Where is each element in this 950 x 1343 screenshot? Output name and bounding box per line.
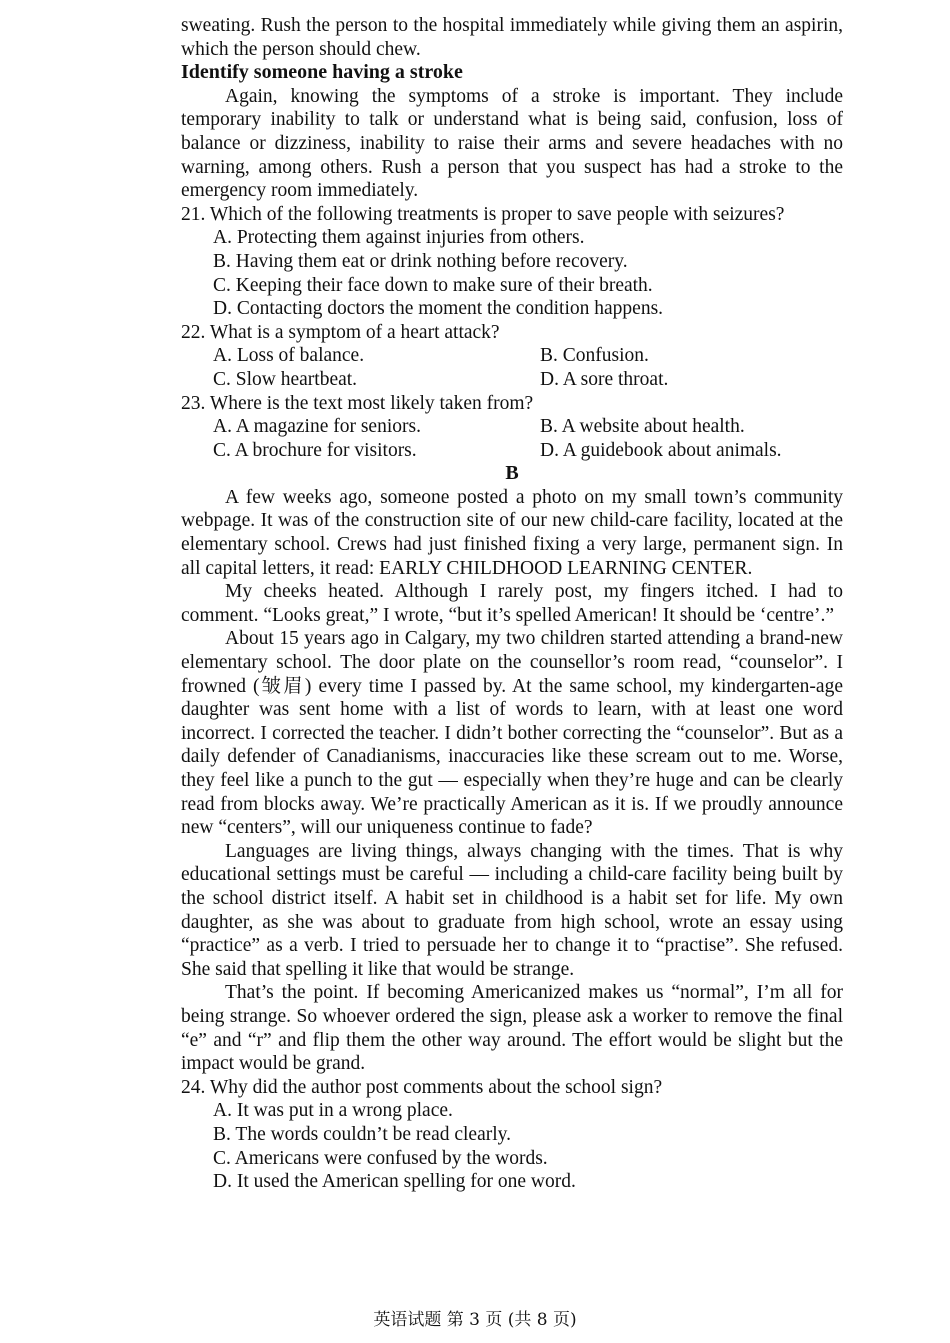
page-content <box>181 14 843 1194</box>
option-b[interactable]: B. The words couldn’t be read clearly. <box>213 1123 512 1145</box>
passage-b-paragraph: That’s the point. If becoming Americanized makes us “normal”, I’m all for being strange. So whoever ordered the sign, please ask a worker to remove the final “e” and “r” and flip them the other way around. The effort would be slight but the impact would be grand. <box>181 982 843 1075</box>
passage-b-paragraph: My cheeks heated. Although I rarely post, my fingers itched. I had to comment. “Looks great,” I wrote, “but it’s spelled American! It should be ‘centre’.” <box>181 581 843 626</box>
option-d[interactable]: D. A sore throat. <box>540 368 669 390</box>
page-footer: 英语试题 第 3 页 (共 8 页) <box>373 1310 577 1330</box>
options-list <box>181 226 843 320</box>
option-a[interactable]: A. A magazine for seniors. <box>213 416 421 438</box>
option-d[interactable]: D. Contacting doctors the moment the condition happens. <box>213 298 664 320</box>
question-stem: 24. Why did the author post comments about the school sign? <box>181 1076 663 1098</box>
question-21 <box>181 203 843 321</box>
option-b[interactable]: B. Confusion. <box>540 345 649 367</box>
passage-b-paragraph: Languages are living things, always changing with the times. That is why educational settings must be careful — including a child-care facility being built by the school district itself. A habit set in childhood is a habit set for life. My own daughter, as she was about to graduate from high school, wrote an essay using “practice” as a verb. I tried to persuade her to change it to “practise”. She refused. She said that spelling it like that would be strange. <box>181 840 843 980</box>
passage-b-paragraph: A few weeks ago, someone posted a photo on my small town’s community webpage. It was of the construction site of our new child-care facility, located at the elementary school. Crews had just finished fixing a very large, permanent sign. In all capital letters, it read: EARLY CHILDHOOD LEARNING CENTER. <box>181 486 843 579</box>
option-a[interactable]: A. Loss of balance. <box>213 345 365 367</box>
question-stem: 21. Which of the following treatments is proper to save people with seizures? <box>181 203 785 225</box>
option-b[interactable]: B. Having them eat or drink nothing before recovery. <box>213 250 628 272</box>
option-c[interactable]: C. A brochure for visitors. <box>213 439 417 461</box>
question-24 <box>181 1076 843 1194</box>
passage-b-paragraph: About 15 years ago in Calgary, my two children started attending a brand-new elementary school. The door plate on the counsellor’s room read, “counselor”. I frowned (皱眉) every time I passed by. At the same school, my kindergarten-age daughter was sent home with a list of words to learn, with at least one word incorrect. I corrected the teacher. I didn’t bother correcting the “counselor”. But as a daily defender of Canadianisms, inaccuracies like these scream out to me. Worse, they feel like a punch to the gut — especially when they’re huge and can be clearly read from blocks away. We’re practically American as it is. If we proudly announce new “centers”, will our uniqueness continue to fade? <box>181 628 843 839</box>
option-c[interactable]: C. Keeping their face down to make sure of their breath. <box>213 274 653 296</box>
option-c[interactable]: C. Americans were confused by the words. <box>213 1147 548 1169</box>
options-list <box>181 1099 843 1193</box>
question-stem: 23. Where is the text most likely taken from? <box>181 392 534 414</box>
options-grid <box>181 415 843 462</box>
options-grid <box>181 344 843 391</box>
option-d[interactable]: D. A guidebook about animals. <box>540 439 782 461</box>
option-a[interactable]: A. It was put in a wrong place. <box>213 1100 453 1122</box>
option-c[interactable]: C. Slow heartbeat. <box>213 368 358 390</box>
section-label-b: B <box>505 462 519 485</box>
question-22 <box>181 321 843 392</box>
option-b[interactable]: B. A website about health. <box>540 416 745 438</box>
passage-a-closing-paragraph: sweating. Rush the person to the hospital immediately while giving them an aspirin, which the person should chew. <box>181 15 843 60</box>
question-stem: 22. What is a symptom of a heart attack? <box>181 321 500 343</box>
option-d[interactable]: D. It used the American spelling for one word. <box>213 1171 576 1193</box>
option-a[interactable]: A. Protecting them against injuries from others. <box>213 227 585 249</box>
stroke-heading: Identify someone having a stroke <box>181 61 463 84</box>
stroke-paragraph: Again, knowing the symptoms of a stroke is important. They include temporary inability to talk or understand what is being said, confusion, loss of balance or dizziness, inability to raise their arms and severe headaches with no warning, among others. Rush a person that you suspect has had a stroke to the emergency room immediately. <box>181 85 843 202</box>
question-23 <box>181 392 843 463</box>
